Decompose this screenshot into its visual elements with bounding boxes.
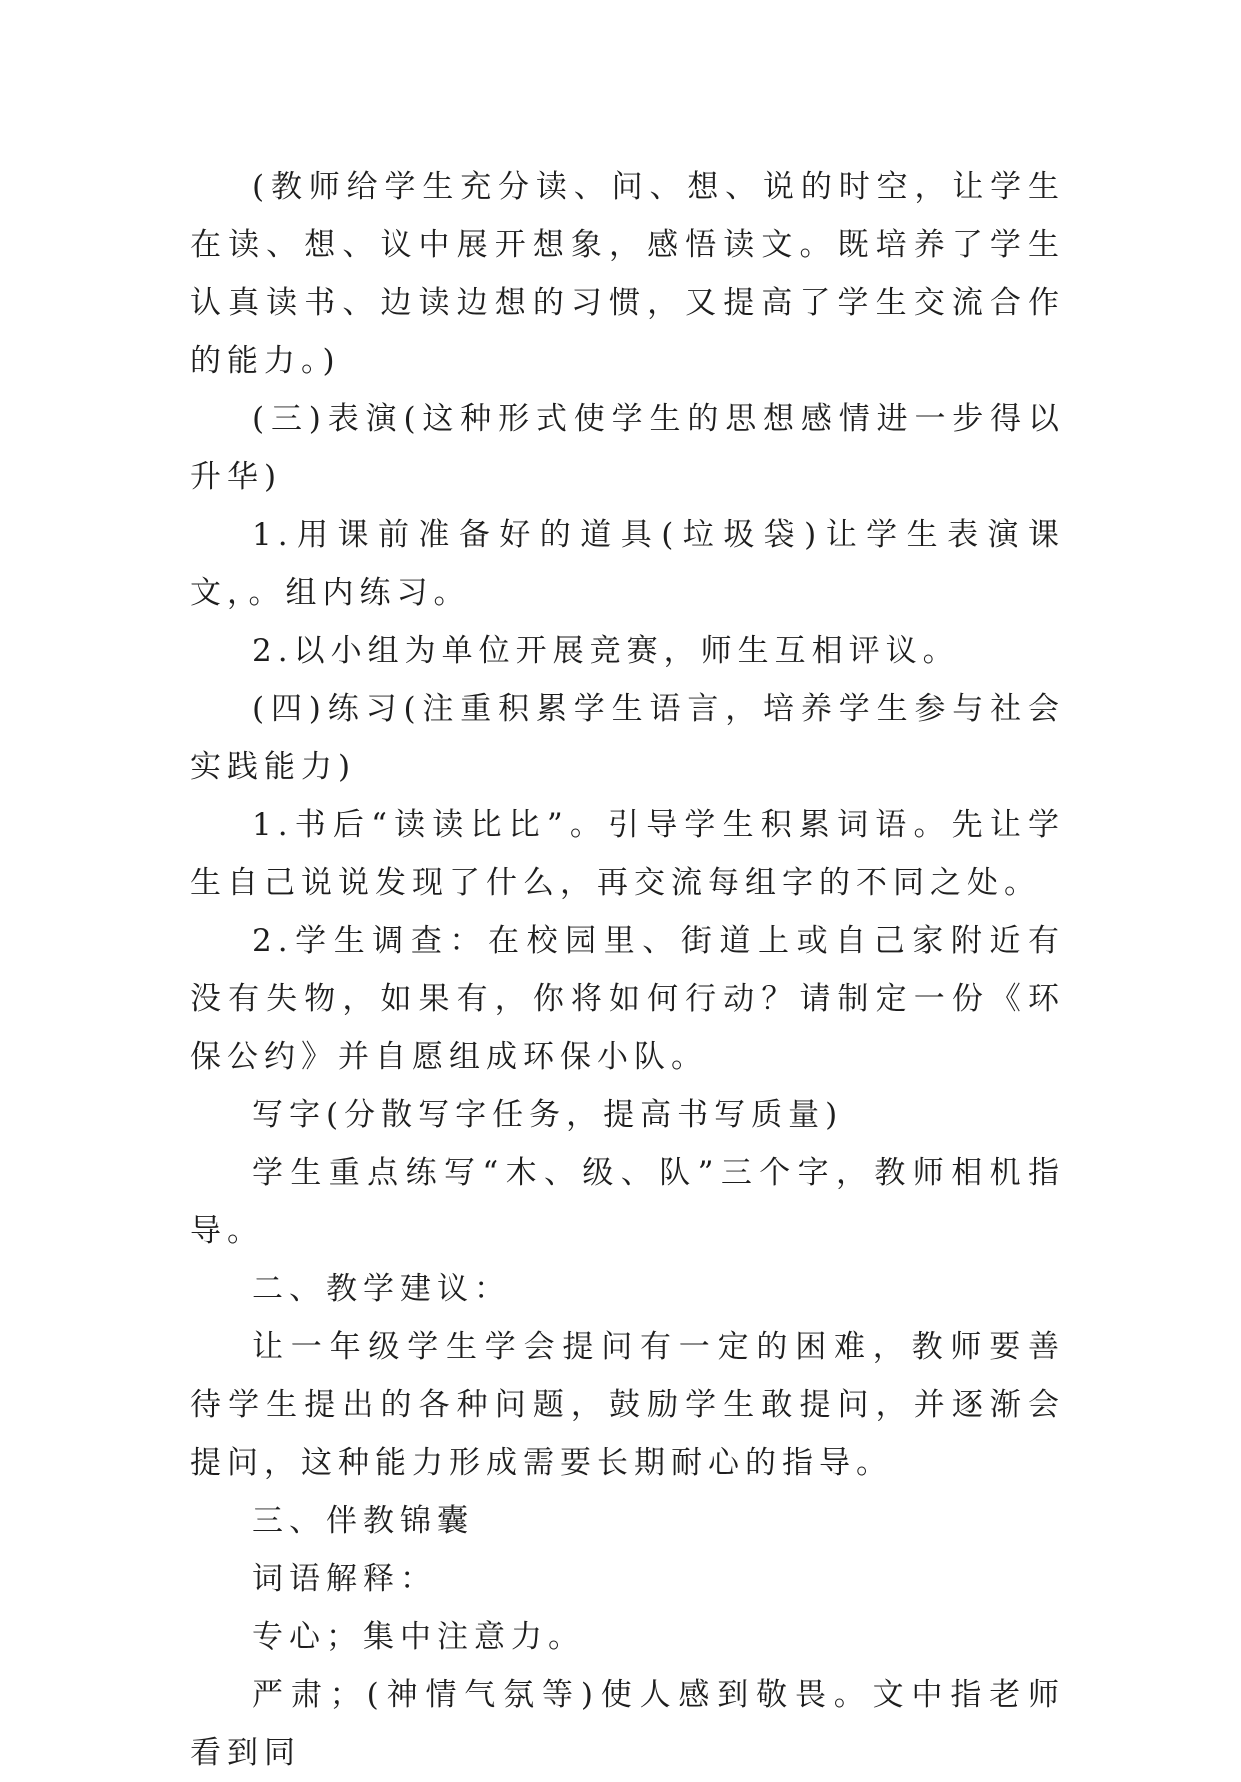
paragraph-writing-heading: 写字(分散写字任务，提高书写质量) — [252, 1097, 844, 1133]
paragraph-writing-detail: 学生重点练写“木、级、队”三个字，教师相机指导。 — [190, 1155, 1065, 1249]
paragraph-practice-step-1: 1.书后“读读比比”。引导学生积累词语。先让学生自己说说发现了什么，再交流每组字的不同之处。 — [190, 807, 1065, 901]
paragraph-performance-step-1: 1.用课前准备好的道具(垃圾袋)让学生表演课文，。组内练习。 — [190, 517, 1065, 611]
paragraph-teacher-note: (教师给学生充分读、问、想、说的时空，让学生在读、想、议中展开想象，感悟读文。既培养了学生认真读书、边读边想的习惯，又提高了学生交流合作的能力。) — [190, 169, 1065, 379]
paragraph-glossary-term-2: 严肃；(神情气氛等)使人感到敬畏。文中指老师看到同 — [190, 1677, 1065, 1771]
paragraph-teaching-suggestions: 让一年级学生学会提问有一定的困难，教师要善待学生提出的各种问题，鼓励学生敢提问，并逐渐会提问，这种能力形成需要长期耐心的指导。 — [190, 1329, 1065, 1481]
paragraph-teaching-aids-heading: 三、伴教锦囊 — [252, 1503, 474, 1539]
paragraph-section-practice: (四)练习(注重积累学生语言，培养学生参与社会实践能力) — [190, 691, 1065, 785]
paragraph-practice-step-2: 2.学生调查：在校园里、街道上或自己家附近有没有失物，如果有，你将如何行动？请制定一份《环保公约》并自愿组成环保小队。 — [190, 923, 1065, 1075]
paragraph-section-performance: (三)表演(这种形式使学生的思想感情进一步得以升华) — [190, 401, 1065, 495]
document-body — [190, 158, 1065, 1782]
paragraph-glossary-term-1: 专心；集中注意力。 — [252, 1619, 585, 1655]
paragraph-performance-step-2: 2.以小组为单位开展竞赛，师生互相评议。 — [252, 633, 960, 669]
paragraph-teaching-suggestions-heading: 二、教学建议： — [252, 1271, 511, 1307]
paragraph-glossary-heading: 词语解释： — [252, 1561, 437, 1597]
